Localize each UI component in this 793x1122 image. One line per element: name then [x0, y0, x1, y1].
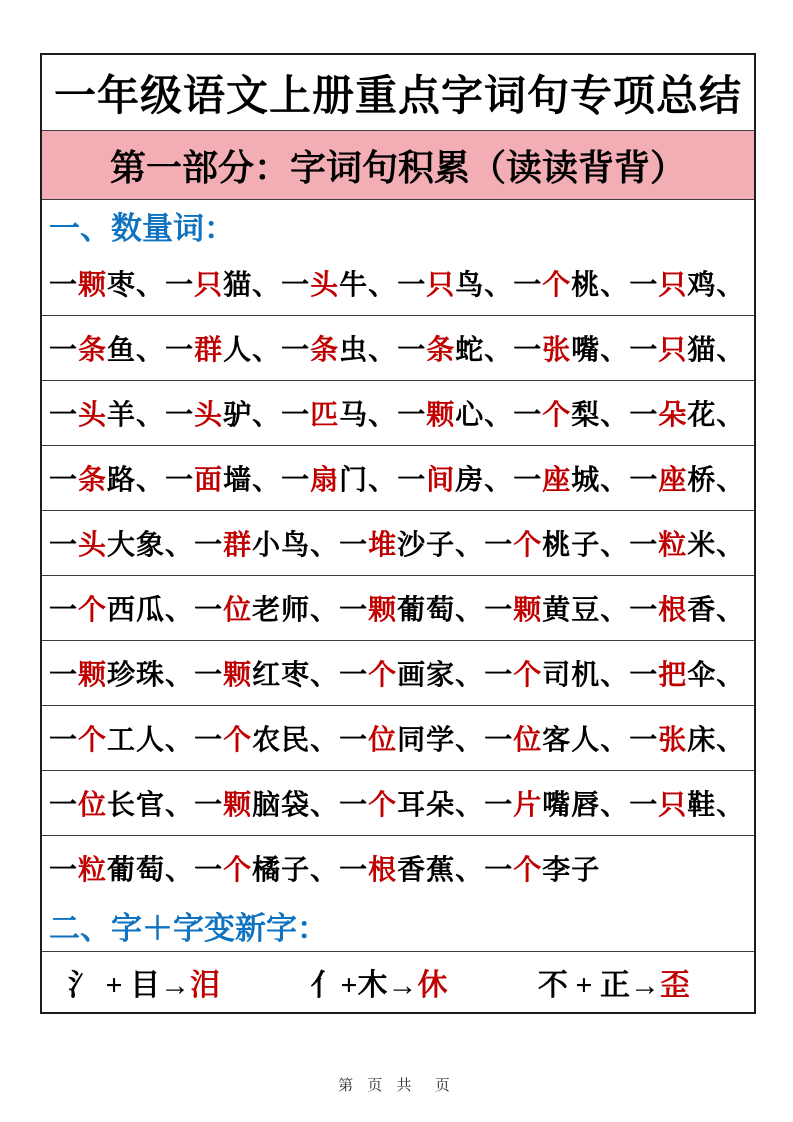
measure-word-row: [42, 705, 754, 770]
char-combo-result: 休: [417, 969, 448, 1002]
measure-word-item: 一片嘴唇、: [484, 790, 630, 821]
measure-word-item: 一个画家、: [339, 660, 485, 691]
char-combo-item: 不 + 正→歪: [537, 969, 690, 1002]
measure-word: 颗: [78, 660, 108, 691]
measure-word: 条: [310, 335, 340, 366]
measure-word-item: 一条蛇、: [397, 335, 514, 366]
measure-word-item: 一颗珍珠、: [49, 660, 195, 691]
char-combination-row: [42, 951, 754, 1012]
measure-word: 只: [658, 335, 688, 366]
measure-word: 匹: [310, 400, 340, 431]
measure-word-item: 一个耳朵、: [339, 790, 485, 821]
measure-word: 条: [426, 335, 456, 366]
measure-word-item: 一条虫、: [281, 335, 398, 366]
char-combo-result: 泪: [190, 969, 221, 1002]
measure-word: 颗: [223, 660, 253, 691]
measure-word-item: 一个司机、: [484, 660, 630, 691]
measure-word-item: 一颗葡萄、: [339, 595, 485, 626]
measure-word-row: [42, 835, 754, 900]
measure-word: 颗: [223, 790, 253, 821]
measure-word-item: 一个李子: [484, 855, 601, 886]
measure-word: 只: [658, 790, 688, 821]
measure-word-item: 一把伞、: [629, 660, 746, 691]
measure-word-item: 一条鱼、: [49, 335, 166, 366]
measure-word: 头: [194, 400, 224, 431]
measure-word-item: 一颗心、: [397, 400, 514, 431]
measure-word-item: 一只猫、: [165, 269, 282, 301]
measure-word: 粒: [78, 855, 108, 886]
measure-word: 个: [78, 725, 108, 756]
measure-word-item: 一个梨、: [513, 400, 630, 431]
measure-word-rows: [42, 250, 754, 900]
measure-word: 堆: [368, 530, 398, 561]
measure-word-item: 一位同学、: [339, 725, 485, 756]
measure-word-item: 一个橘子、: [194, 855, 340, 886]
measure-word: 头: [78, 530, 108, 561]
measure-word-item: 一颗红枣、: [194, 660, 340, 691]
measure-word-item: 一张嘴、: [513, 335, 630, 366]
measure-word-item: 一张床、: [629, 725, 746, 756]
measure-word-item: 一个工人、: [49, 725, 195, 756]
measure-word: 位: [78, 790, 108, 821]
measure-word: 群: [194, 335, 224, 366]
measure-word: 颗: [368, 595, 398, 626]
worksheet-table: [40, 53, 756, 1014]
measure-word-item: 一座城、: [513, 465, 630, 496]
measure-word-item: 一匹马、: [281, 400, 398, 431]
measure-word: 头: [78, 400, 108, 431]
measure-word: 座: [658, 465, 688, 496]
measure-word-item: 一面墙、: [165, 465, 282, 496]
measure-word-item: 一头牛、: [281, 269, 398, 301]
measure-word: 个: [78, 595, 108, 626]
measure-word: 间: [426, 465, 456, 496]
measure-word: 个: [513, 530, 543, 561]
page-title: [42, 55, 754, 130]
char-combo-result: 歪: [659, 969, 690, 1002]
measure-word: 根: [368, 855, 398, 886]
part-banner: [42, 130, 754, 199]
measure-word-row: [42, 510, 754, 575]
measure-word-item: 一头羊、: [49, 400, 166, 431]
measure-word-row: [42, 250, 754, 315]
measure-word-row: [42, 445, 754, 510]
measure-word-item: 一个桃、: [513, 269, 630, 301]
measure-word: 个: [513, 855, 543, 886]
measure-word: 座: [542, 465, 572, 496]
measure-word: 片: [513, 790, 543, 821]
measure-word: 条: [78, 465, 108, 496]
measure-word-item: 一颗脑袋、: [194, 790, 340, 821]
measure-word: 个: [513, 660, 543, 691]
char-combo-item: 氵 + 目→泪: [68, 969, 221, 1002]
measure-word: 颗: [426, 400, 456, 431]
measure-word: 头: [310, 269, 340, 301]
measure-word: 位: [368, 725, 398, 756]
section1-heading: [42, 199, 754, 250]
measure-word: 个: [223, 725, 253, 756]
measure-word-row: [42, 770, 754, 835]
measure-word: 扇: [310, 465, 340, 496]
measure-word-row: [42, 315, 754, 380]
measure-word-item: 一根香、: [629, 595, 746, 626]
measure-word: 群: [223, 530, 253, 561]
measure-word-item: 一个西瓜、: [49, 595, 195, 626]
measure-word-item: 一群人、: [165, 335, 282, 366]
measure-word-row: [42, 380, 754, 445]
measure-word-item: 一位长官、: [49, 790, 195, 821]
measure-word-item: 一只猫、: [629, 335, 746, 366]
measure-word-item: 一堆沙子、: [339, 530, 485, 561]
page-footer: 第 页 共 页: [338, 1077, 455, 1094]
measure-word-item: 一粒米、: [629, 530, 746, 561]
measure-word: 根: [658, 595, 688, 626]
measure-word-item: 一头大象、: [49, 530, 195, 561]
measure-word: 个: [542, 269, 572, 301]
measure-word: 条: [78, 335, 108, 366]
measure-word: 粒: [658, 530, 688, 561]
section2-heading-text: 二、字＋字变新字：: [49, 911, 328, 946]
measure-word-item: 一个农民、: [194, 725, 340, 756]
measure-word-row: [42, 575, 754, 640]
measure-word: 朵: [658, 400, 688, 431]
measure-word-item: 一座桥、: [629, 465, 746, 496]
measure-word-item: 一个桃子、: [484, 530, 630, 561]
measure-word: 只: [426, 269, 456, 301]
char-combo-item: 亻+木→休: [310, 969, 448, 1002]
page-title-text: 一年级语文上册重点字词句专项总结: [53, 73, 742, 120]
measure-word: 个: [368, 790, 398, 821]
measure-word: 只: [194, 269, 224, 301]
measure-word-item: 一颗黄豆、: [484, 595, 630, 626]
measure-word-item: 一只鞋、: [629, 790, 746, 821]
measure-word-item: 一头驴、: [165, 400, 282, 431]
part-banner-text: 第一部分：字词句积累（读读背背）: [109, 147, 686, 188]
measure-word-item: 一扇门、: [281, 465, 398, 496]
measure-word-item: 一条路、: [49, 465, 166, 496]
measure-word: 个: [368, 660, 398, 691]
measure-word-item: 一群小鸟、: [194, 530, 340, 561]
measure-word: 颗: [78, 269, 108, 301]
section1-heading-text: 一、数量词：: [49, 210, 235, 246]
measure-word-item: 一颗枣、: [49, 269, 166, 301]
measure-word: 张: [658, 725, 688, 756]
measure-word: 个: [542, 400, 572, 431]
measure-word-item: 一只鸡、: [629, 269, 746, 301]
measure-word-row: [42, 640, 754, 705]
measure-word-item: 一位客人、: [484, 725, 630, 756]
measure-word: 面: [194, 465, 224, 496]
measure-word: 只: [658, 269, 688, 301]
measure-word-item: 一间房、: [397, 465, 514, 496]
measure-word-item: 一粒葡萄、: [49, 855, 195, 886]
measure-word: 颗: [513, 595, 543, 626]
measure-word-item: 一根香蕉、: [339, 855, 485, 886]
section2-heading: [42, 900, 754, 951]
measure-word: 位: [513, 725, 543, 756]
measure-word: 张: [542, 335, 572, 366]
measure-word-item: 一只鸟、: [397, 269, 514, 301]
measure-word: 把: [658, 660, 688, 691]
measure-word: 个: [223, 855, 253, 886]
measure-word: 位: [223, 595, 253, 626]
measure-word-item: 一朵花、: [629, 400, 746, 431]
measure-word-item: 一位老师、: [194, 595, 340, 626]
